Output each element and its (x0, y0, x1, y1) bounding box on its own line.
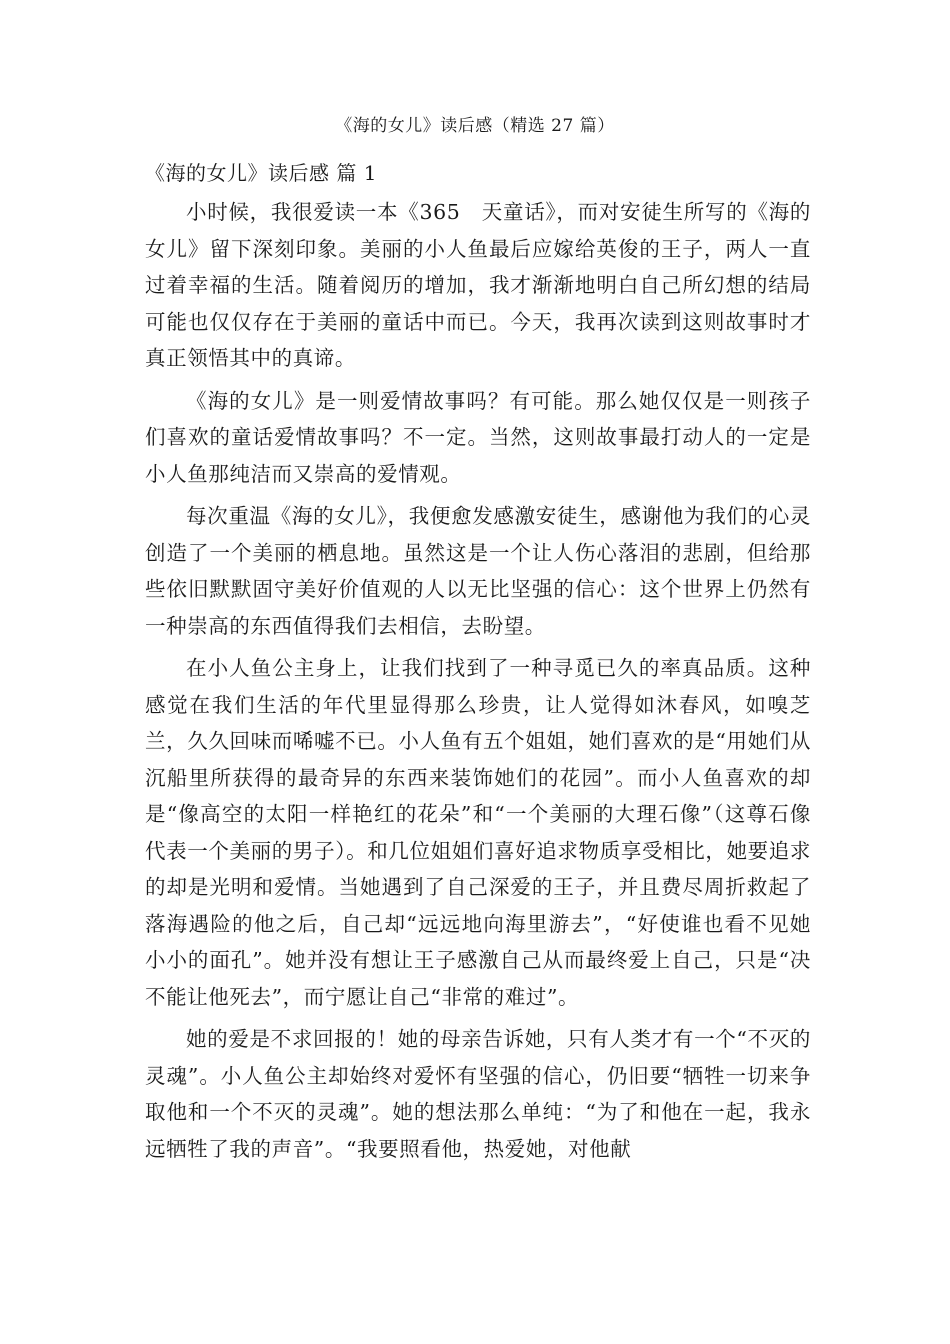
paragraph-3: 每次重温《海的女儿》，我便愈发感激安徒生，感谢他为我们的心灵创造了一个美丽的栖息地。虽然这是一个让人伤心落泪的悲剧，但给那些依旧默默固守美好价值观的人以无比坚强的信心：这个世界上仍然有一种崇高的东西值得我们去相信，去盼望。 (145, 504, 811, 638)
document-body (145, 156, 811, 1173)
section-heading: 《海的女儿》读后感 篇 1 (145, 161, 377, 185)
paragraph-4: 在小人鱼公主身上，让我们找到了一种寻觅已久的率真品质。这种感觉在我们生活的年代里显得那么珍贵，让人觉得如沐春风，如嗅芝兰，久久回味而唏嘘不已。小人鱼有五个姐姐，她们喜欢的是“用她们从沉船里所获得的最奇异的东西来装饰她们的花园”。而小人鱼喜欢的却是“像高空的太阳一样艳红的花朵”和“一个美丽的大理石像”（这尊石像代表一个美丽的男子）。和几位姐姐们喜好追求物质享受相比，她要追求的却是光明和爱情。当她遇到了自己深爱的王子，并且费尽周折救起了落海遇险的他之后，自己却“远远地向海里游去”，“好使谁也看不见她小小的面孔”。她并没有想让王子感激自己从而最终爱上自己，只是“决不能让他死去”，而宁愿让自己“非常的难过”。 (145, 656, 811, 1009)
paragraph-2: 《海的女儿》是一则爱情故事吗？有可能。那么她仅仅是一则孩子们喜欢的童话爱情故事吗？不一定。当然，这则故事最打动人的一定是小人鱼那纯洁而又崇高的爱情观。 (145, 388, 811, 486)
document-title: 《海的女儿》读后感（精选 27 篇） (335, 116, 615, 136)
paragraph-1: 小时候，我很爱读一本《365 天童话》，而对安徒生所写的《海的女儿》留下深刻印象。美丽的小人鱼最后应嫁给英俊的王子，两人一直过着幸福的生活。随着阅历的增加，我才渐渐地明白自己所幻想的结局可能也仅仅存在于美丽的童话中而已。今天，我再次读到这则故事时才真正领悟其中的真谛。 (145, 200, 811, 370)
paragraph-5: 她的爱是不求回报的！她的母亲告诉她，只有人类才有一个“不灭的灵魂”。小人鱼公主却始终对爱怀有坚强的信心，仍旧要“牺牲一切来争取他和一个不灭的灵魂”。她的想法那么单纯：“为了和他在一起，我永远牺牲了我的声音”。“我要照看他，热爱她，对他献 (145, 1027, 811, 1161)
